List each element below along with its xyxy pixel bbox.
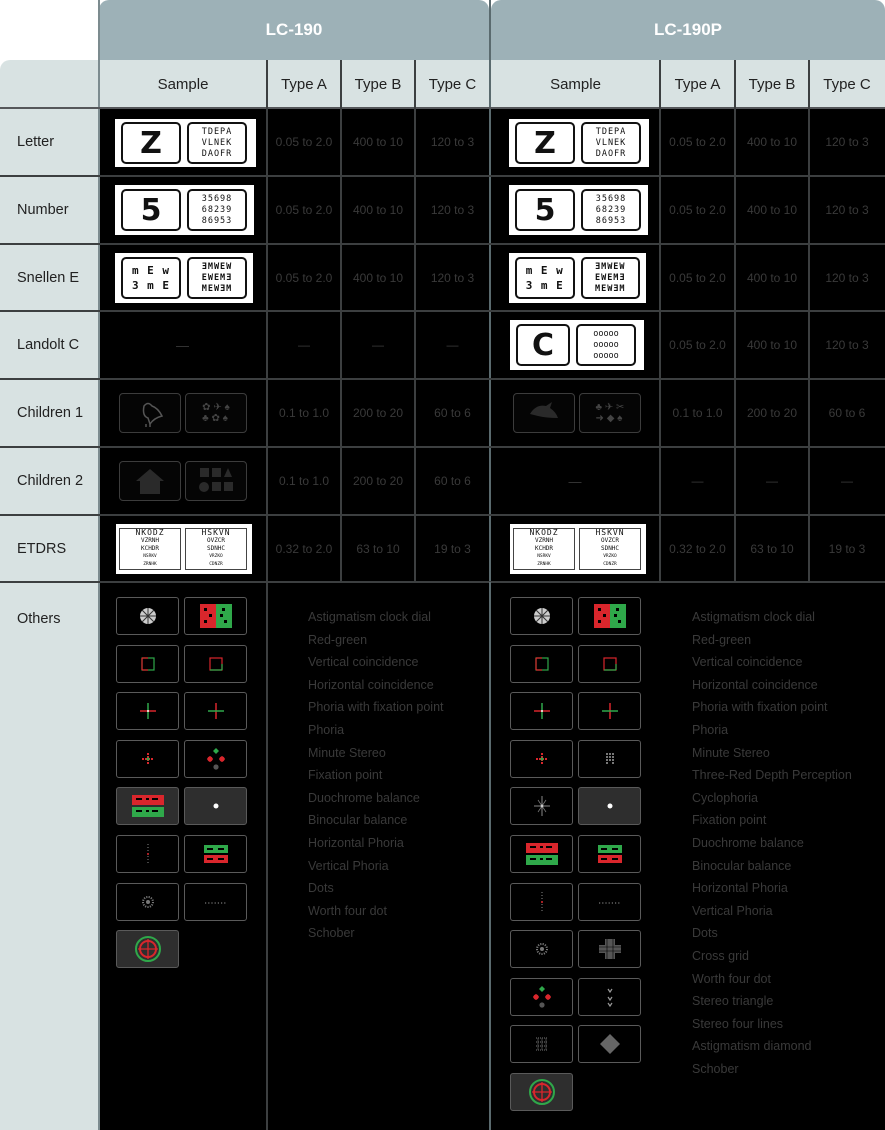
cell-value: 0.1 to 1.0 xyxy=(278,406,330,420)
lc190-tile-schober xyxy=(116,930,179,968)
row-label-others: Others xyxy=(17,611,61,627)
number-optotype: 5 xyxy=(121,189,181,231)
number-optotype: 5 xyxy=(515,189,575,231)
landolt-chart: ooooo ooooo ooooo xyxy=(576,324,636,366)
cell-value: 0.05 to 2.0 xyxy=(669,203,726,217)
number-chart: 35698 68239 86953 xyxy=(187,189,247,231)
lc190p-tile-astigmatism-diamond xyxy=(578,1025,641,1063)
lc190p-tile-horizontal-coincidence xyxy=(578,645,641,683)
others-list-item: Duochrome balance xyxy=(692,835,804,850)
others-list-item: Vertical coincidence xyxy=(692,655,803,670)
others-list-item: Binocular balance xyxy=(308,813,408,828)
cell-value: 120 to 3 xyxy=(430,271,475,285)
lc190-tile-minute-stereo xyxy=(116,740,179,778)
row-label-etdrs: ETDRS xyxy=(17,540,67,557)
lc190-tile-horizontal-coincidence xyxy=(184,645,247,683)
fixation-point-icon xyxy=(590,792,630,820)
letter-chart: TDEPA VLNEK DAOFR xyxy=(187,122,247,164)
others-list-item: Vertical coincidence xyxy=(308,655,419,670)
cell-value: — xyxy=(766,474,778,488)
phoria-fixation-icon xyxy=(128,697,168,725)
red-green-icon xyxy=(590,602,630,630)
vertical-phoria-icon xyxy=(128,840,168,868)
others-list-item: Horizontal Phoria xyxy=(692,881,788,896)
cell-value: 0.32 to 2.0 xyxy=(275,542,333,556)
lc190p-tile-phoria-fixation xyxy=(510,692,573,730)
dots-row-icon xyxy=(196,888,236,916)
others-list-item: Cross grid xyxy=(692,948,749,963)
cell-value: — xyxy=(446,338,459,352)
col-header-type-a-lc190: Type A xyxy=(281,75,327,93)
cell-value: 120 to 3 xyxy=(825,338,869,352)
cell-value: — xyxy=(691,474,704,488)
lc190-tile-vertical-phoria xyxy=(116,835,179,873)
binocular-balance-icon xyxy=(196,840,236,868)
others-list-item: Cyclophoria xyxy=(692,790,759,805)
children1-optotype xyxy=(119,393,181,433)
schober-icon xyxy=(128,935,168,963)
binocular-balance-icon xyxy=(590,840,630,868)
col-header-sample-lc190p: Sample xyxy=(550,75,601,93)
cell-value: 63 to 10 xyxy=(356,542,400,556)
phoria-icon xyxy=(196,697,236,725)
col-header-type-a-lc190p: Type A xyxy=(674,75,721,93)
cell-value: 120 to 3 xyxy=(430,135,475,149)
stereo-lines-icon xyxy=(522,1030,562,1058)
cell-value: 200 to 20 xyxy=(746,406,798,420)
lc190p-tile-phoria xyxy=(578,692,641,730)
cell-value: 0.1 to 1.0 xyxy=(278,474,330,488)
sample-landolt-lc190p xyxy=(510,320,644,370)
fixation-point-icon xyxy=(196,792,236,820)
lc190p-tile-fixation-point xyxy=(578,787,641,825)
row-label-landolt-c: Landolt C xyxy=(17,337,80,353)
cell-value: 400 to 10 xyxy=(746,338,798,352)
letter-chart: TDEPA VLNEK DAOFR xyxy=(581,122,641,164)
others-list-item: Minute Stereo xyxy=(692,745,770,760)
lc190p-tile-worth-dots xyxy=(510,978,573,1016)
red-green-icon xyxy=(196,602,236,630)
worth-dots-icon xyxy=(196,745,236,773)
lc190p-tile-cyclophoria xyxy=(510,787,573,825)
cell-value: 0.05 to 2.0 xyxy=(669,135,726,149)
sample-etdrs-lc190p xyxy=(510,524,646,574)
vertical-coincidence-icon xyxy=(522,650,562,678)
sample-letter-lc190p xyxy=(509,119,649,167)
others-list-item: Astigmatism clock dial xyxy=(308,610,431,624)
cell-value: 400 to 10 xyxy=(746,271,798,285)
etdrs-chart-right: HSKVN OVZCR SDNHC VRZKO CDNZR xyxy=(185,528,247,570)
lc190p-tile-dots xyxy=(510,930,573,968)
others-list-item: Minute Stereo xyxy=(308,745,386,760)
others-list-item: Duochrome balance xyxy=(308,790,420,805)
lc190-tile-red-green xyxy=(184,597,247,635)
others-list-lc190 xyxy=(308,606,444,945)
cell-value: 400 to 10 xyxy=(746,135,798,149)
cell-value: 120 to 3 xyxy=(825,203,869,217)
duochrome-icon xyxy=(128,792,168,820)
shapes-grid-icon xyxy=(194,465,238,497)
cell-value: — xyxy=(568,473,582,489)
lc190p-tile-stereo-lines xyxy=(510,1025,573,1063)
lc190p-tile-schober xyxy=(510,1073,573,1111)
phoria-icon xyxy=(590,697,630,725)
sample-etdrs-lc190 xyxy=(116,524,252,574)
others-list-item: Stereo triangle xyxy=(692,994,774,1009)
cell-value: — xyxy=(372,338,384,352)
lc190-tile-phoria-fixation xyxy=(116,692,179,730)
etdrs-chart-right: HSKVN OVZCR SDNHC VRZKO CDNZR xyxy=(579,528,641,570)
others-list-item: Three-Red Depth Perception xyxy=(692,768,852,783)
cell-value: 200 to 20 xyxy=(352,474,404,488)
sample-snellen-lc190p xyxy=(509,253,646,303)
cell-value: 120 to 3 xyxy=(430,203,475,217)
lc190p-tile-cross-grid xyxy=(578,930,641,968)
snellen-chart: ƎMWEW EWEMƎ MEWƎM xyxy=(187,257,247,299)
cell-value: 0.05 to 2.0 xyxy=(275,135,333,149)
lc190-tile-dots xyxy=(116,883,179,921)
house-icon xyxy=(133,466,167,496)
model-name: LC-190P xyxy=(653,20,723,39)
cell-value: 200 to 20 xyxy=(352,406,404,420)
lc190p-tile-binocular-balance xyxy=(578,835,641,873)
others-list-lc190p xyxy=(692,606,852,1080)
others-list-item: Phoria with fixation point xyxy=(308,700,444,715)
others-list-item: Fixation point xyxy=(692,813,767,828)
col-header-type-b-lc190: Type B xyxy=(354,75,402,93)
others-list-item: Phoria with fixation point xyxy=(692,700,828,715)
col-header-type-b-lc190p: Type B xyxy=(748,75,796,93)
others-list-item: Horizontal coincidence xyxy=(308,677,434,692)
lc190-tile-worth-dots xyxy=(184,740,247,778)
number-chart: 35698 68239 86953 xyxy=(581,189,641,231)
others-list-item: Vertical Phoria xyxy=(692,903,773,918)
cell-value: 120 to 3 xyxy=(825,135,869,149)
col-header-type-c-lc190p: Type C xyxy=(823,75,871,93)
model-name: LC-190 xyxy=(265,20,323,39)
children1-chart xyxy=(185,393,247,433)
letter-optotype: Z xyxy=(515,122,575,164)
model-header-lc190 xyxy=(99,0,489,60)
lc190-tile-duochrome xyxy=(116,787,179,825)
others-list-item: Phoria xyxy=(308,722,345,737)
cell-value: 0.05 to 2.0 xyxy=(669,338,726,352)
cell-value: 0.05 to 2.0 xyxy=(275,271,333,285)
mini-symbols-icon: ✿ ✈ ♠ ♣ ✿ ♠ xyxy=(202,402,230,424)
row-label-children-2: Children 2 xyxy=(17,473,84,489)
lc190p-tile-stereo-triangle xyxy=(578,978,641,1016)
others-list-item: Astigmatism diamond xyxy=(692,1039,812,1054)
bird-icon xyxy=(524,398,564,428)
cell-value: 0.1 to 1.0 xyxy=(672,406,723,420)
astigmatism-diamond-icon xyxy=(590,1030,630,1058)
cell-value: 60 to 6 xyxy=(434,474,471,488)
sample-number-lc190p xyxy=(509,185,648,235)
worth-dots-icon xyxy=(522,983,562,1011)
stereo-triangle-icon xyxy=(590,983,630,1011)
cell-value: 0.05 to 2.0 xyxy=(275,203,333,217)
row-label-number: Number xyxy=(17,202,69,218)
others-list-item: Dots xyxy=(692,926,718,941)
lc190p-tile-grid-dots xyxy=(578,740,641,778)
row-label-children-1: Children 1 xyxy=(17,405,84,421)
cell-value: 400 to 10 xyxy=(352,271,404,285)
others-list-item: Schober xyxy=(308,926,355,941)
lc190-tile-clock-dial xyxy=(116,597,179,635)
clock-dial-icon xyxy=(522,602,562,630)
horizontal-coincidence-icon xyxy=(590,650,630,678)
lc190-tile-vertical-coincidence xyxy=(116,645,179,683)
others-list-item: Horizontal coincidence xyxy=(692,677,818,692)
lc190-tile-binocular-balance xyxy=(184,835,247,873)
row-label-letter: Letter xyxy=(17,134,55,150)
lc190p-tile-clock-dial xyxy=(510,597,573,635)
lc190p-tile-red-green xyxy=(578,597,641,635)
children1-optotype xyxy=(513,393,575,433)
others-list-item: Binocular balance xyxy=(692,858,792,873)
cyclophoria-icon xyxy=(522,792,562,820)
cell-value: 400 to 10 xyxy=(352,135,404,149)
etdrs-chart-left: NKODZ VZRNH KCHDR NSRKV ZRNHK xyxy=(513,528,575,570)
mini-symbols-icon: ♣ ✈ ✂ ➜ ◆ ♠ xyxy=(595,402,625,424)
cell-value: 0.32 to 2.0 xyxy=(669,542,726,556)
model-header-lc190p xyxy=(491,0,885,60)
dots-icon xyxy=(522,935,562,963)
cell-value: — xyxy=(841,474,853,488)
cell-value: 63 to 10 xyxy=(750,542,794,556)
lc190-tile-fixation-point xyxy=(184,787,247,825)
lc190-tile-dots-row xyxy=(184,883,247,921)
others-list-item: Stereo four lines xyxy=(692,1016,784,1031)
bird-icon xyxy=(130,398,170,428)
lc190p-tile-dots-row xyxy=(578,883,641,921)
cell-value: 0.05 to 2.0 xyxy=(669,271,726,285)
dots-icon xyxy=(128,888,168,916)
others-list-item: Vertical Phoria xyxy=(308,858,389,873)
others-list-item: Worth four dot xyxy=(692,971,771,986)
cell-value: 400 to 10 xyxy=(352,203,404,217)
snellen-optotype: m E w 3 m E xyxy=(121,257,181,299)
cell-value: 19 to 3 xyxy=(828,542,866,556)
snellen-optotype: m E w 3 m E xyxy=(515,257,575,299)
clock-dial-icon xyxy=(128,602,168,630)
snellen-chart: ƎMWEW EWEMƎ MEWƎM xyxy=(581,257,641,299)
others-list-item: Astigmatism clock dial xyxy=(692,610,815,624)
cell-value: 60 to 6 xyxy=(434,406,471,420)
others-list-item: Red-green xyxy=(308,632,368,647)
children2-optotype xyxy=(119,461,181,501)
vertical-phoria-icon xyxy=(522,888,562,916)
cell-value: 120 to 3 xyxy=(825,271,869,285)
duochrome-icon xyxy=(522,840,562,868)
children2-chart xyxy=(185,461,247,501)
horizontal-coincidence-icon xyxy=(196,650,236,678)
cell-value: — xyxy=(298,338,310,352)
cell-value: 400 to 10 xyxy=(746,203,798,217)
phoria-fixation-icon xyxy=(522,697,562,725)
col-header-type-c-lc190: Type C xyxy=(428,75,477,93)
cross-grid-icon xyxy=(590,935,630,963)
lc190-tile-phoria xyxy=(184,692,247,730)
cell-value: 60 to 6 xyxy=(828,406,866,420)
schober-icon xyxy=(522,1078,562,1106)
col-header-sample-lc190: Sample xyxy=(157,75,209,93)
cell-value: — xyxy=(176,337,189,353)
landolt-optotype: C xyxy=(516,324,570,366)
sample-snellen-lc190 xyxy=(115,253,253,303)
lc190p-tile-vertical-coincidence xyxy=(510,645,573,683)
children1-chart xyxy=(579,393,641,433)
lc190p-tile-minute-stereo xyxy=(510,740,573,778)
dots-row-icon xyxy=(590,888,630,916)
others-list-item: Dots xyxy=(308,881,334,896)
others-list-item: Horizontal Phoria xyxy=(308,835,404,850)
sample-number-lc190 xyxy=(115,185,254,235)
lc190p-tile-duochrome xyxy=(510,835,573,873)
others-list-item: Worth four dot xyxy=(308,903,387,918)
minute-stereo-icon xyxy=(128,745,168,773)
others-list-item: Fixation point xyxy=(308,768,383,783)
grid-dots-icon xyxy=(590,745,630,773)
row-label-snellen-e: Snellen E xyxy=(17,269,80,286)
etdrs-chart-left: NKODZ VZRNH KCHDR NSRKV ZRNHK xyxy=(119,528,181,570)
others-list-item: Red-green xyxy=(692,632,752,647)
lc190p-tile-vertical-phoria xyxy=(510,883,573,921)
letter-optotype: Z xyxy=(121,122,181,164)
sample-letter-lc190 xyxy=(115,119,256,167)
minute-stereo-icon xyxy=(522,745,562,773)
others-list-item: Phoria xyxy=(692,722,729,737)
others-list-item: Schober xyxy=(692,1061,739,1076)
vertical-coincidence-icon xyxy=(128,650,168,678)
cell-value: 19 to 3 xyxy=(434,542,471,556)
